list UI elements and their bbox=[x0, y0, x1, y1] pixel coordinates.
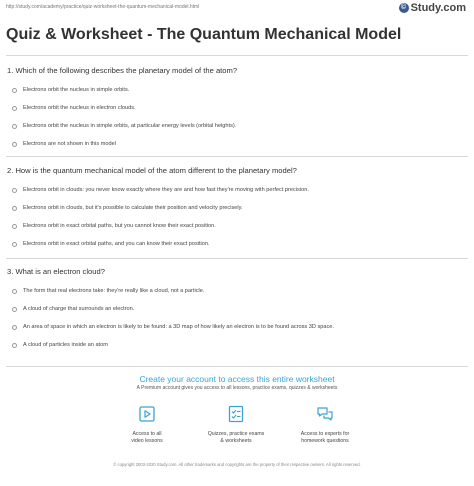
feature-label-line: homework questions bbox=[301, 438, 349, 444]
question-3 bbox=[6, 267, 468, 354]
answer-option[interactable] bbox=[6, 135, 468, 153]
feature-video-lessons bbox=[107, 405, 187, 445]
question-text: 1. Which of the following describes the planetary model of the atom? bbox=[7, 66, 238, 75]
expert-help-icon bbox=[316, 405, 334, 423]
divider bbox=[6, 156, 468, 157]
answer-text: A cloud of charge that surrounds an electron. bbox=[23, 306, 135, 312]
radio-icon[interactable] bbox=[12, 106, 17, 111]
page-header bbox=[0, 0, 474, 14]
answer-text: The form that real electrons take: they're really like a cloud, not a particle. bbox=[23, 288, 205, 294]
answer-text: Electrons orbit the nucleus in electron clouds. bbox=[23, 105, 136, 111]
question-text: 2. How is the quantum mechanical model of the atom different to the planetary model? bbox=[7, 166, 297, 175]
radio-icon[interactable] bbox=[12, 142, 17, 147]
radio-icon[interactable] bbox=[12, 343, 17, 348]
answer-text: Electrons orbit in exact orbital paths, but you cannot know their exact position. bbox=[23, 223, 216, 229]
answer-option[interactable] bbox=[6, 199, 468, 217]
feature-label-line: Access to all bbox=[132, 431, 162, 437]
feature-label-line: Quizzes, practice exams bbox=[207, 431, 265, 437]
feature-label bbox=[196, 431, 276, 445]
answer-text: Electrons orbit in clouds, but it's possible to calculate their position and velocity precisely. bbox=[23, 205, 243, 211]
divider bbox=[6, 366, 468, 367]
page-title: Quiz & Worksheet - The Quantum Mechanical Model bbox=[6, 26, 402, 43]
radio-icon[interactable] bbox=[12, 325, 17, 330]
radio-icon[interactable] bbox=[12, 224, 17, 229]
divider bbox=[6, 258, 468, 259]
copyright-footer: © copyright 2003-2020 Study.com. All other trademarks and copyrights are the property of their respective owners. All rights reserved. bbox=[113, 462, 361, 467]
answer-option[interactable] bbox=[6, 99, 468, 117]
video-lesson-icon bbox=[138, 405, 156, 423]
radio-icon[interactable] bbox=[12, 124, 17, 129]
create-account-link[interactable]: Create your account to access this entire worksheet bbox=[139, 374, 335, 384]
feature-label-line: & worksheets bbox=[220, 438, 252, 444]
answer-option[interactable] bbox=[6, 336, 468, 354]
feature-label bbox=[107, 431, 187, 445]
question-2 bbox=[6, 166, 468, 253]
question-1 bbox=[6, 66, 468, 153]
feature-quizzes bbox=[196, 405, 276, 445]
radio-icon[interactable] bbox=[12, 289, 17, 294]
feature-label-line: video lessons bbox=[131, 438, 163, 444]
answer-text: Electrons are not shown in this model bbox=[23, 141, 116, 147]
answer-option[interactable] bbox=[6, 181, 468, 199]
answer-option[interactable] bbox=[6, 318, 468, 336]
question-text: 3. What is an electron cloud? bbox=[7, 267, 105, 276]
answer-text: A cloud of particles inside an atom bbox=[23, 342, 108, 348]
feature-label-line: Access to experts for bbox=[300, 431, 350, 437]
quiz-worksheet-icon bbox=[227, 405, 245, 423]
radio-icon[interactable] bbox=[12, 88, 17, 93]
radio-icon[interactable] bbox=[12, 188, 17, 193]
answer-option[interactable] bbox=[6, 235, 468, 253]
answer-text: Electrons orbit in clouds: you never know exactly where they are and how fast they're moving with perfect precision. bbox=[23, 187, 309, 193]
answer-text: An area of space in which an electron is likely to be found: a 3D map of how likely an electron is to be found across 3D space. bbox=[23, 324, 334, 330]
answer-option[interactable] bbox=[6, 282, 468, 300]
answer-list bbox=[6, 181, 468, 253]
cta-subtitle: A Premium account gives you access to all lessons, practice exams, quizzes & worksheets bbox=[136, 385, 338, 391]
answer-list bbox=[6, 282, 468, 354]
answer-list bbox=[6, 81, 468, 153]
answer-text: Electrons orbit the nucleus in simple orbits. bbox=[23, 87, 130, 93]
feature-experts bbox=[285, 405, 365, 445]
answer-option[interactable] bbox=[6, 217, 468, 235]
answer-text: Electrons orbit the nucleus in simple orbits, at particular energy levels (orbital heights). bbox=[23, 123, 237, 129]
answer-text: Electrons orbit in exact orbital paths, and you can know their exact position. bbox=[23, 241, 210, 247]
page-url: http://study.com/academy/practice/quiz-worksheet-the-quantum-mechanical-model.html bbox=[6, 4, 200, 10]
study-logo[interactable] bbox=[399, 2, 466, 14]
study-logo-icon: © bbox=[399, 3, 409, 13]
feature-label bbox=[285, 431, 365, 445]
radio-icon[interactable] bbox=[12, 307, 17, 312]
divider bbox=[6, 55, 468, 56]
answer-option[interactable] bbox=[6, 300, 468, 318]
radio-icon[interactable] bbox=[12, 242, 17, 247]
radio-icon[interactable] bbox=[12, 206, 17, 211]
answer-option[interactable] bbox=[6, 117, 468, 135]
study-logo-text: Study.com bbox=[410, 2, 466, 14]
answer-option[interactable] bbox=[6, 81, 468, 99]
